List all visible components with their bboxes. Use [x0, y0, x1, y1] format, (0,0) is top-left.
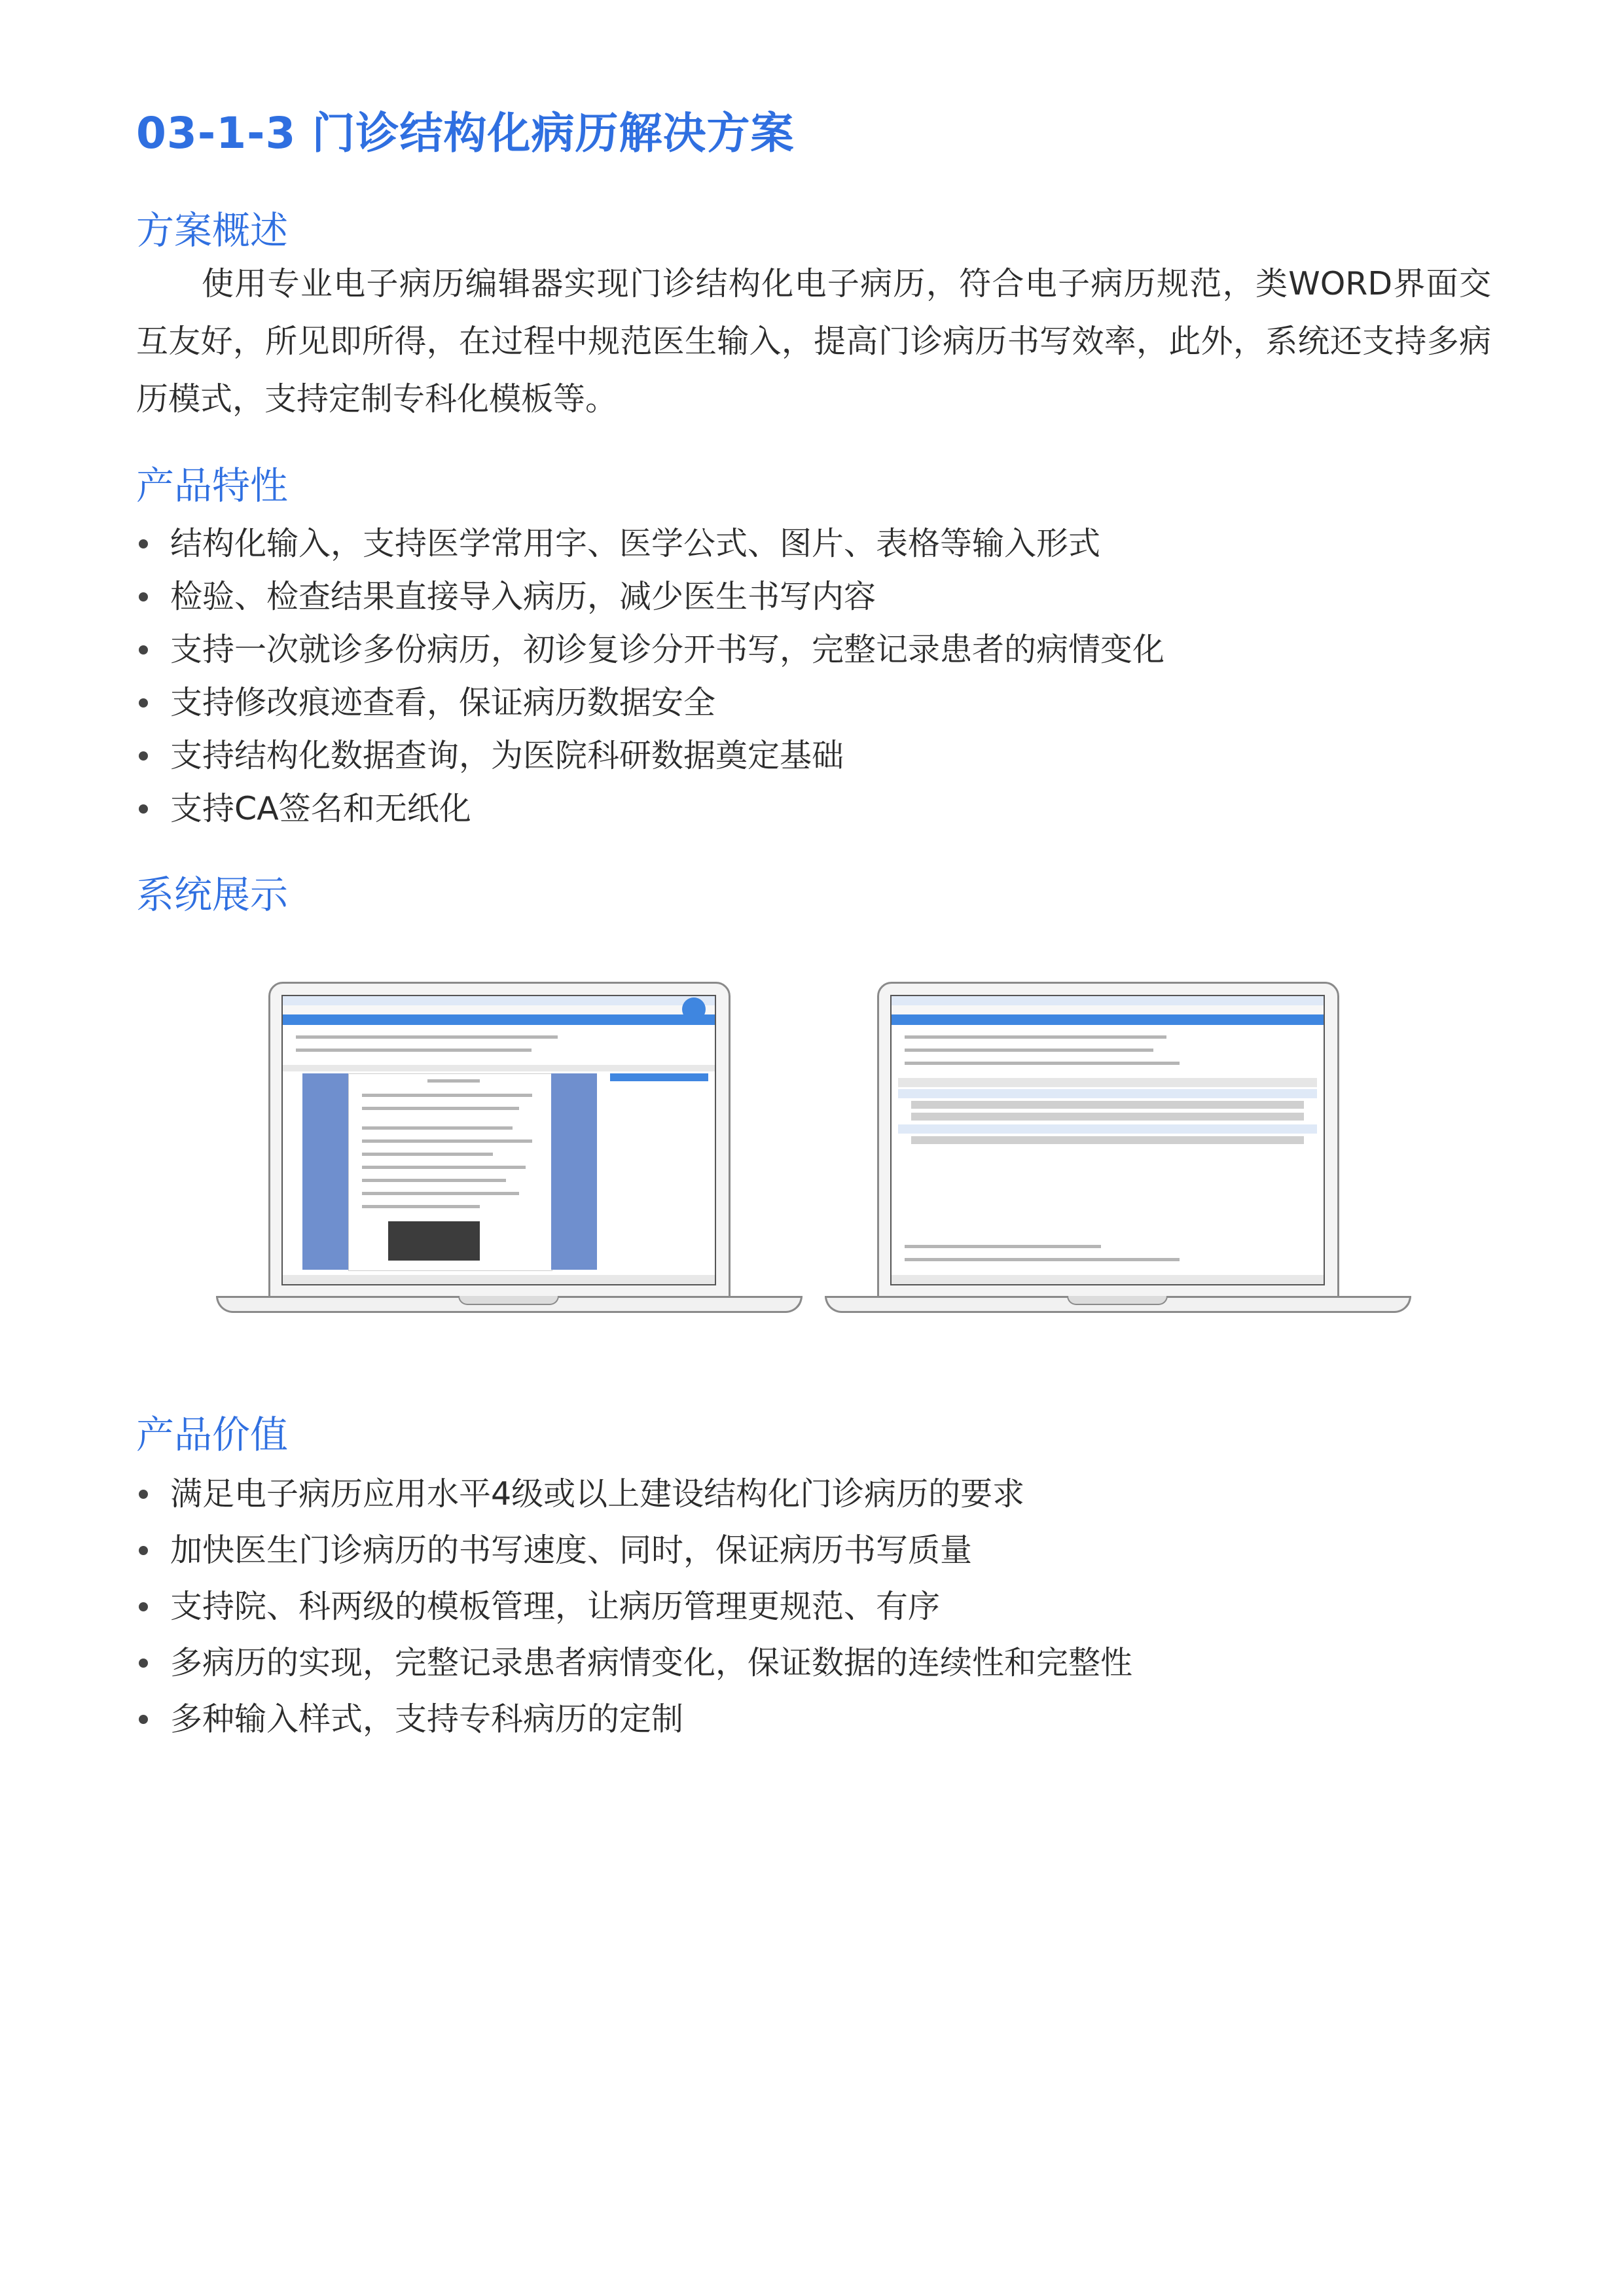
list-item: 多种输入样式，支持专科病历的定制 [136, 1691, 1491, 1748]
list-item: 结构化输入，支持医学常用字、医学公式、图片、表格等输入形式 [136, 517, 1491, 570]
doc-side-panel-left [302, 1073, 348, 1270]
list-item: 多病历的实现，完整记录患者病情变化，保证数据的连续性和完整性 [136, 1635, 1491, 1691]
table-screenshot [890, 995, 1325, 1285]
overview-paragraph [136, 255, 1491, 428]
overview-text: 使用专业电子病历编辑器实现门诊结构化电子病历，符合电子病历规范，类WORD界面交互友好，所见即所得，在过程中规范医生输入，提高门诊病历书写效率，此外，系统还支持多病历模式，支持定制专科化模板等。 [136, 265, 1491, 418]
section-heading-features: 产品特性 [136, 463, 289, 508]
value-list [136, 1466, 1491, 1748]
page-title: 03-1-3 门诊结构化病历解决方案 [136, 108, 795, 158]
section-heading-overview: 方案概述 [136, 208, 289, 253]
list-item: 支持院、科两级的模板管理，让病历管理更规范、有序 [136, 1579, 1491, 1635]
list-item: 支持结构化数据查询，为医院科研数据奠定基础 [136, 729, 1491, 782]
features-list [136, 517, 1491, 835]
list-item: 支持修改痕迹查看，保证病历数据安全 [136, 676, 1491, 729]
list-item: 检验、检查结果直接导入病历，减少医生书写内容 [136, 570, 1491, 623]
laptop-notch [458, 1296, 559, 1305]
list-item: 支持CA签名和无纸化 [136, 782, 1491, 835]
laptop-mockup-table [825, 982, 1407, 1316]
list-item: 支持一次就诊多份病历，初诊复诊分开书写，完整记录患者的病情变化 [136, 623, 1491, 676]
list-item: 满足电子病历应用水平4级或以上建设结构化门诊病历的要求 [136, 1466, 1491, 1522]
doc-side-panel-right [551, 1073, 597, 1270]
list-item: 加快医生门诊病历的书写速度、同时，保证病历书写质量 [136, 1522, 1491, 1579]
section-heading-value: 产品价值 [136, 1412, 289, 1457]
laptop-mockup-editor [216, 982, 799, 1316]
laptop-notch [1067, 1296, 1168, 1305]
editor-screenshot [281, 995, 716, 1285]
section-heading-showcase: 系统展示 [136, 872, 289, 917]
ultrasound-image [388, 1221, 480, 1261]
document-page [348, 1073, 552, 1271]
user-avatar-icon [682, 997, 706, 1021]
